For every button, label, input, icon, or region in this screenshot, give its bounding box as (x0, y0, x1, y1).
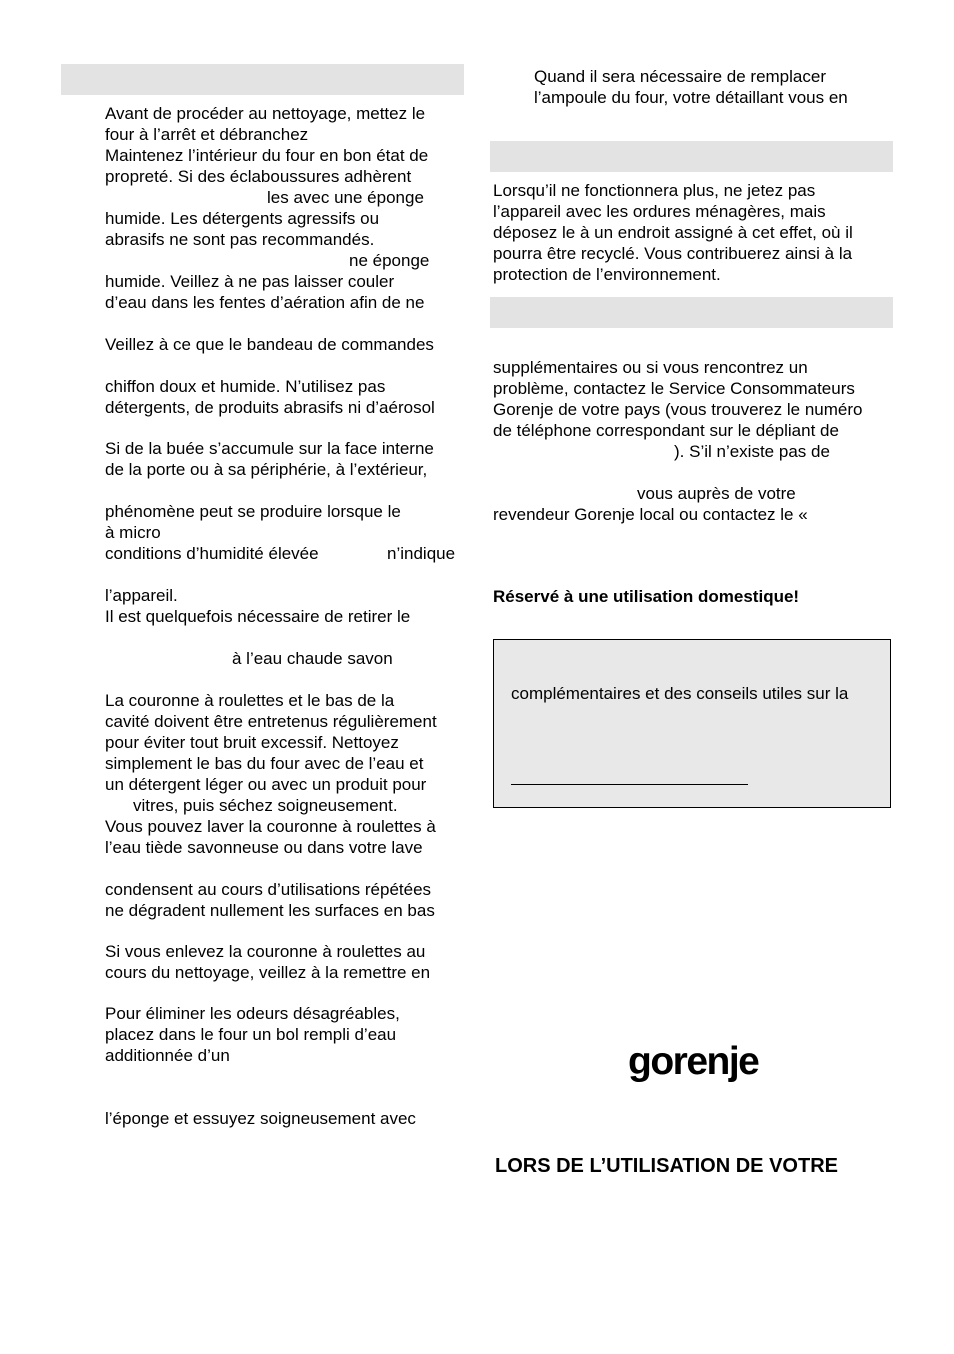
left-text-line: Il est quelquefois nécessaire de retirer le (105, 607, 411, 626)
right-text-line: revendeur Gorenje local ou contactez le « (493, 505, 808, 524)
info-box-underline (511, 784, 748, 785)
footer-heading: LORS DE L’UTILISATION DE VOTRE (495, 1155, 838, 1177)
left-text-line: humide. Les détergents agressifs ou (105, 209, 380, 228)
left-text-line: four à l’arrêt et débranchez (105, 125, 309, 144)
left-text-line: cours du nettoyage, veillez à la remettre en (105, 963, 431, 982)
left-text-line: La couronne à roulettes et le bas de la (105, 691, 395, 710)
left-text-line: chiffon doux et humide. N’utilisez pas (105, 377, 386, 396)
left-text-line: abrasifs ne sont pas recommandés. (105, 230, 375, 249)
info-box-text: complémentaires et des conseils utiles sur la (511, 684, 849, 703)
left-text-line: de la porte ou à sa périphérie, à l’extérieur, (105, 460, 428, 479)
left-heading-bar (61, 64, 464, 95)
left-text-line: les avec une éponge (267, 188, 424, 207)
right-text-line: déposez le à un endroit assigné à cet effet, où il (493, 223, 853, 242)
left-text-line: humide. Veillez à ne pas laisser couler (105, 272, 395, 291)
right-text-line: Lorsqu’il ne fonctionnera plus, ne jetez pas (493, 181, 816, 200)
left-text-line: l’appareil. (105, 586, 178, 605)
left-text-line: ne éponge (349, 251, 430, 270)
domestic-use-note: Réservé à une utilisation domestique! (493, 587, 800, 606)
right-text-line: de téléphone correspondant sur le dépliant de (493, 421, 839, 440)
left-text-line: l’éponge et essuyez soigneusement avec (105, 1109, 416, 1128)
left-text-line: Maintenez l’intérieur du four en bon état de (105, 146, 429, 165)
right-text-line: ). S’il n’existe pas de (674, 442, 830, 461)
right-text-line: l’appareil avec les ordures ménagères, mais (493, 202, 826, 221)
left-text-line: n’indique (387, 544, 456, 563)
left-text-line: l’eau tiède savonneuse ou dans votre lave (105, 838, 423, 857)
left-text-line: vitres, puis séchez soigneusement. (133, 796, 398, 815)
left-text-line: Vous pouvez laver la couronne à roulettes à (105, 817, 436, 836)
info-box (493, 639, 891, 808)
right-text-line: supplémentaires ou si vous rencontrez un (493, 358, 808, 377)
left-text-line: condensent au cours d’utilisations répétées (105, 880, 432, 899)
left-text-line: conditions d’humidité élevée (105, 544, 319, 563)
right-text-line: pourra être recyclé. Vous contribuerez ainsi à la (493, 244, 853, 263)
left-text-line: d’eau dans les fentes d’aération afin de ne (105, 293, 425, 312)
right-heading-bar-service (490, 297, 893, 328)
gorenje-logo: gorenje (628, 1040, 759, 1083)
right-text-line: problème, contactez le Service Consommateurs (493, 379, 855, 398)
left-text-line: Si vous enlevez la couronne à roulettes au (105, 942, 426, 961)
left-text-line: détergents, de produits abrasifs ni d’aérosol (105, 398, 435, 417)
left-text-line: cavité doivent être entretenus régulièrement (105, 712, 437, 731)
left-text-line: propreté. Si des éclaboussures adhèrent (105, 167, 412, 186)
left-text-line: Veillez à ce que le bandeau de commandes (105, 335, 434, 354)
right-text-line: Quand il sera nécessaire de remplacer (534, 67, 826, 86)
right-text-line: l’ampoule du four, votre détaillant vous en (534, 88, 848, 107)
left-text-line: placez dans le four un bol rempli d’eau (105, 1025, 397, 1044)
right-text-line: protection de l’environnement. (493, 265, 721, 284)
right-text-line: vous auprès de votre (637, 484, 796, 503)
left-text-line: additionnée d’un (105, 1046, 230, 1065)
left-text-line: pour éviter tout bruit excessif. Nettoyez (105, 733, 399, 752)
left-text-line: à l’eau chaude savon (232, 649, 393, 668)
right-text-line: Gorenje de votre pays (vous trouverez le numéro (493, 400, 863, 419)
left-text-line: Avant de procéder au nettoyage, mettez le (105, 104, 426, 123)
left-text-line: ne dégradent nullement les surfaces en bas (105, 901, 435, 920)
right-heading-bar-disposal (490, 141, 893, 172)
left-text-line: simplement le bas du four avec de l’eau et (105, 754, 424, 773)
left-text-line: Si de la buée s’accumule sur la face interne (105, 439, 434, 458)
left-text-line: phénomène peut se produire lorsque le (105, 502, 401, 521)
left-text-line: à micro (105, 523, 161, 542)
left-text-line: Pour éliminer les odeurs désagréables, (105, 1004, 400, 1023)
left-text-line: un détergent léger ou avec un produit pour (105, 775, 427, 794)
